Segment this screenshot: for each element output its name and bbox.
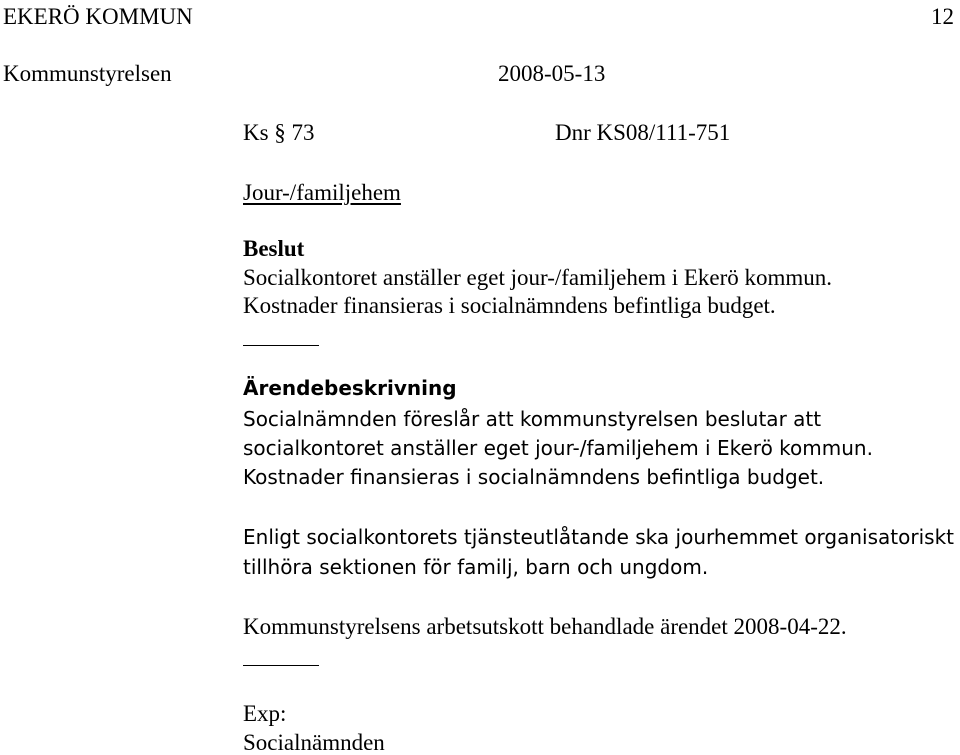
page-number: 12 [931, 4, 954, 29]
description-line: Socialnämnden föreslår att kommunstyrelsen beslutar att [243, 407, 822, 431]
decision-line: Kostnader finansieras i socialnämndens befintliga budget. [243, 293, 776, 318]
committee-note: Kommunstyrelsens arbetsutskott behandlade ärendet 2008-04-22. [243, 614, 847, 639]
dispatch-recipient: Socialnämnden [243, 730, 385, 755]
decision-line: Socialkontoret anställer eget jour-/familjehem i Ekerö kommun. [243, 265, 833, 290]
separator-rule [243, 665, 319, 666]
dispatch-label: Exp: [243, 701, 287, 726]
separator-rule [243, 345, 319, 346]
body-name: Kommunstyrelsen [3, 61, 172, 86]
decision-heading: Beslut [243, 236, 305, 261]
description-line: Kostnader finansieras i socialnämndens befintliga budget. [243, 465, 825, 489]
subject-title: Jour-/familjehem [243, 180, 401, 205]
description-line: Enligt socialkontorets tjänsteutlåtande ska jourhemmet organisatoriskt [243, 525, 954, 549]
section-number: Ks § 73 [243, 120, 315, 145]
municipality-name: EKERÖ KOMMUN [3, 4, 193, 29]
description-line: socialkontoret anställer eget jour-/familjehem i Ekerö kommun. [243, 436, 873, 460]
description-line: tillhöra sektionen för familj, barn och ungdom. [243, 555, 709, 579]
meeting-date: 2008-05-13 [498, 61, 606, 86]
description-heading: Ärendebeskrivning [243, 376, 457, 400]
reference-number: Dnr KS08/111-751 [555, 120, 731, 145]
